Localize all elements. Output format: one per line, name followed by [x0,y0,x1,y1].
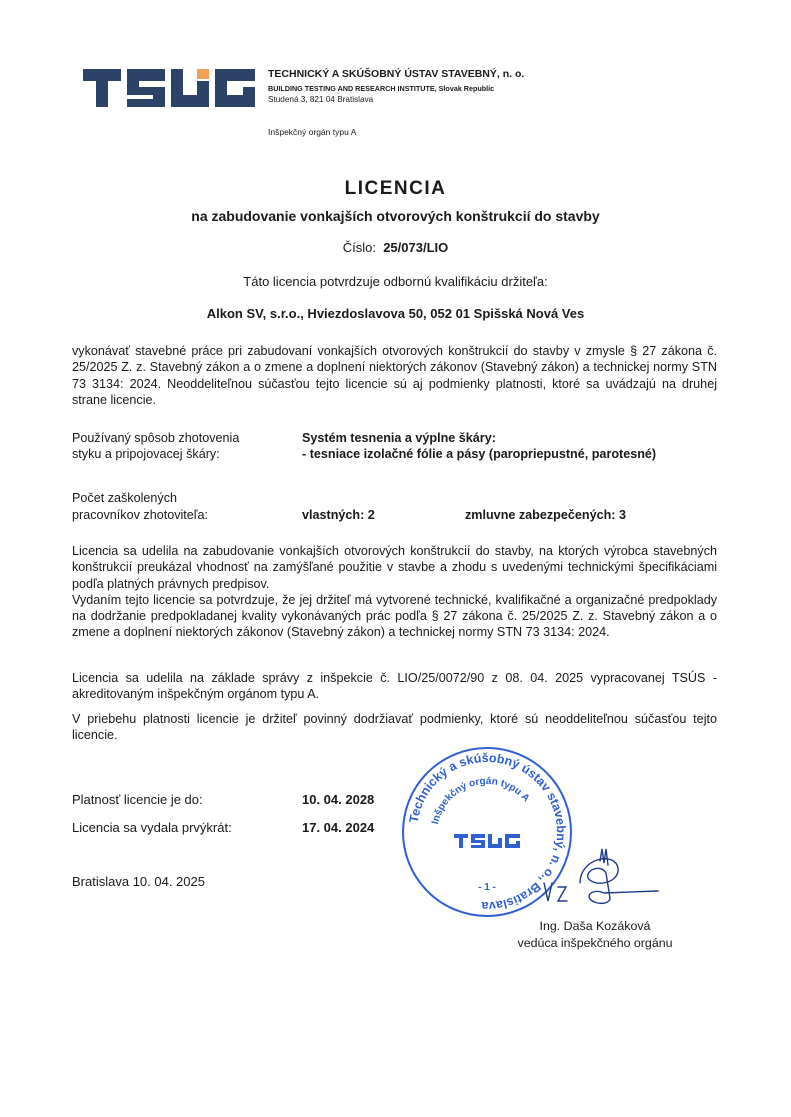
confirmation-paragraph-text: Vydaním tejto licencie sa potvrdzuje, že jej držiteľ má vytvorené technické, kvalifikačné a organizačné predpoklady na dodržanie predpokladanej kvality vykonávaných prác podľa § 27 zákona č. 25/2025 Z. z. Stavebný zákon a o zmene a doplnení niektorých zákonov (Stavebný zákon) a technickej normy STN 73 3134: 2024. [72,592,717,640]
method-value-line1: Systém tesnenia a výplne škáry: [302,431,496,445]
workers-label-line1: Počet zaškolených [72,491,178,505]
tsus-logo [83,67,255,109]
license-number [0,240,791,255]
first-issued-label: Licencia sa vydala prvýkrát: [72,820,232,835]
document-title: LICENCIA [344,178,447,199]
first-issued-value: 17. 04. 2024 [302,820,375,835]
license-number-label: Číslo: [342,240,376,255]
handwritten-signature [540,843,670,913]
org-name-english: BUILDING TESTING AND RESEARCH INSTITUTE, Slovak Republic [268,84,495,93]
signer-name: Ing. Daša Kozáková [539,919,651,933]
workers-contracted: zmluvne zabezpečených: 3 [465,508,626,522]
stamp-number: - 1 - [478,882,496,893]
stamp-inner-text: Inšpekčný orgán typu A [430,775,532,826]
signer-role: vedúca inšpekčného orgánu [517,936,673,950]
confirm-text: Táto licencia potvrdzuje odbornú kvalifikáciu držiteľa: [243,274,548,289]
inspection-report-paragraph: Licencia sa udelila na základe správy z inšpekcie č. LIO/25/0072/90 z 08. 04. 2025 vypracovanej TSÚS - akreditovaným inšpekčným orgánom typu A. [72,671,717,702]
org-address: Studená 3, 821 04 Bratislava [268,95,374,104]
inspection-type: Inšpekčný orgán typu A [268,127,357,137]
workers-label-line2: pracovníkov zhotoviteľa: [72,508,208,522]
org-name: TECHNICKÝ A SKÚŠOBNÝ ÚSTAV STAVEBNÝ, n. o. [268,68,525,80]
grant-paragraph [72,543,717,641]
svg-text:Inšpekčný orgán typu A [430,776,531,825]
valid-until-value: 10. 04. 2028 [302,792,375,807]
scope-paragraph: vykonávať stavebné práce pri zabudovaní vonkajších otvorových konštrukcií do stavby v zmysle § 27 zákona č. 25/2025 Z. z. Stavebný zákon a o zmene a doplnení niektorých zákonov (Stavebný zákon) a technickej normy STN 73 3134: 2024. Neoddeliteľnou súčasťou tejto licencie sú aj podmienky platnosti, ktoré sa uvádzajú na druhej strane licencie. [72,344,717,407]
license-holder: Alkon SV, s.r.o., Hviezdoslavova 50, 052 01 Spišská Nová Ves [206,306,585,321]
grant-paragraph-text: Licencia sa udelila na zabudovanie vonkajších otvorových konštrukcií do stavby, na ktorých výrobca stavebných konštrukcií preukázal vhodnosť na zamýšľané použitie v stavbe a zhodu s uvedenými technickými špecifikáciami podľa platných právnych predpisov. [72,544,717,591]
place-date: Bratislava 10. 04. 2025 [72,874,205,889]
document-subtitle: na zabudovanie vonkajších otvorových konštrukcií do stavby [191,208,600,224]
conditions-paragraph: V priebehu platnosti licencie je držiteľ povinný dodržiavať podmienky, ktoré sú neoddeliteľnou súčasťou tejto licencie. [72,712,717,743]
method-value-line2: - tesniace izolačné fólie a pásy (paropriepustné, parotesné) [302,447,657,461]
license-number-value: 25/073/LIO [383,240,449,255]
method-label-line1: Používaný spôsob zhotovenia [72,431,240,445]
workers-own: vlastných: 2 [302,508,375,522]
method-label-line2: styku a pripojovacej škáry: [72,447,220,461]
stamp-outer-text: Technický a skúšobný ústav stavebný, n. o., Bratislava [406,750,569,914]
valid-until-label: Platnosť licencie je do: [72,792,203,807]
